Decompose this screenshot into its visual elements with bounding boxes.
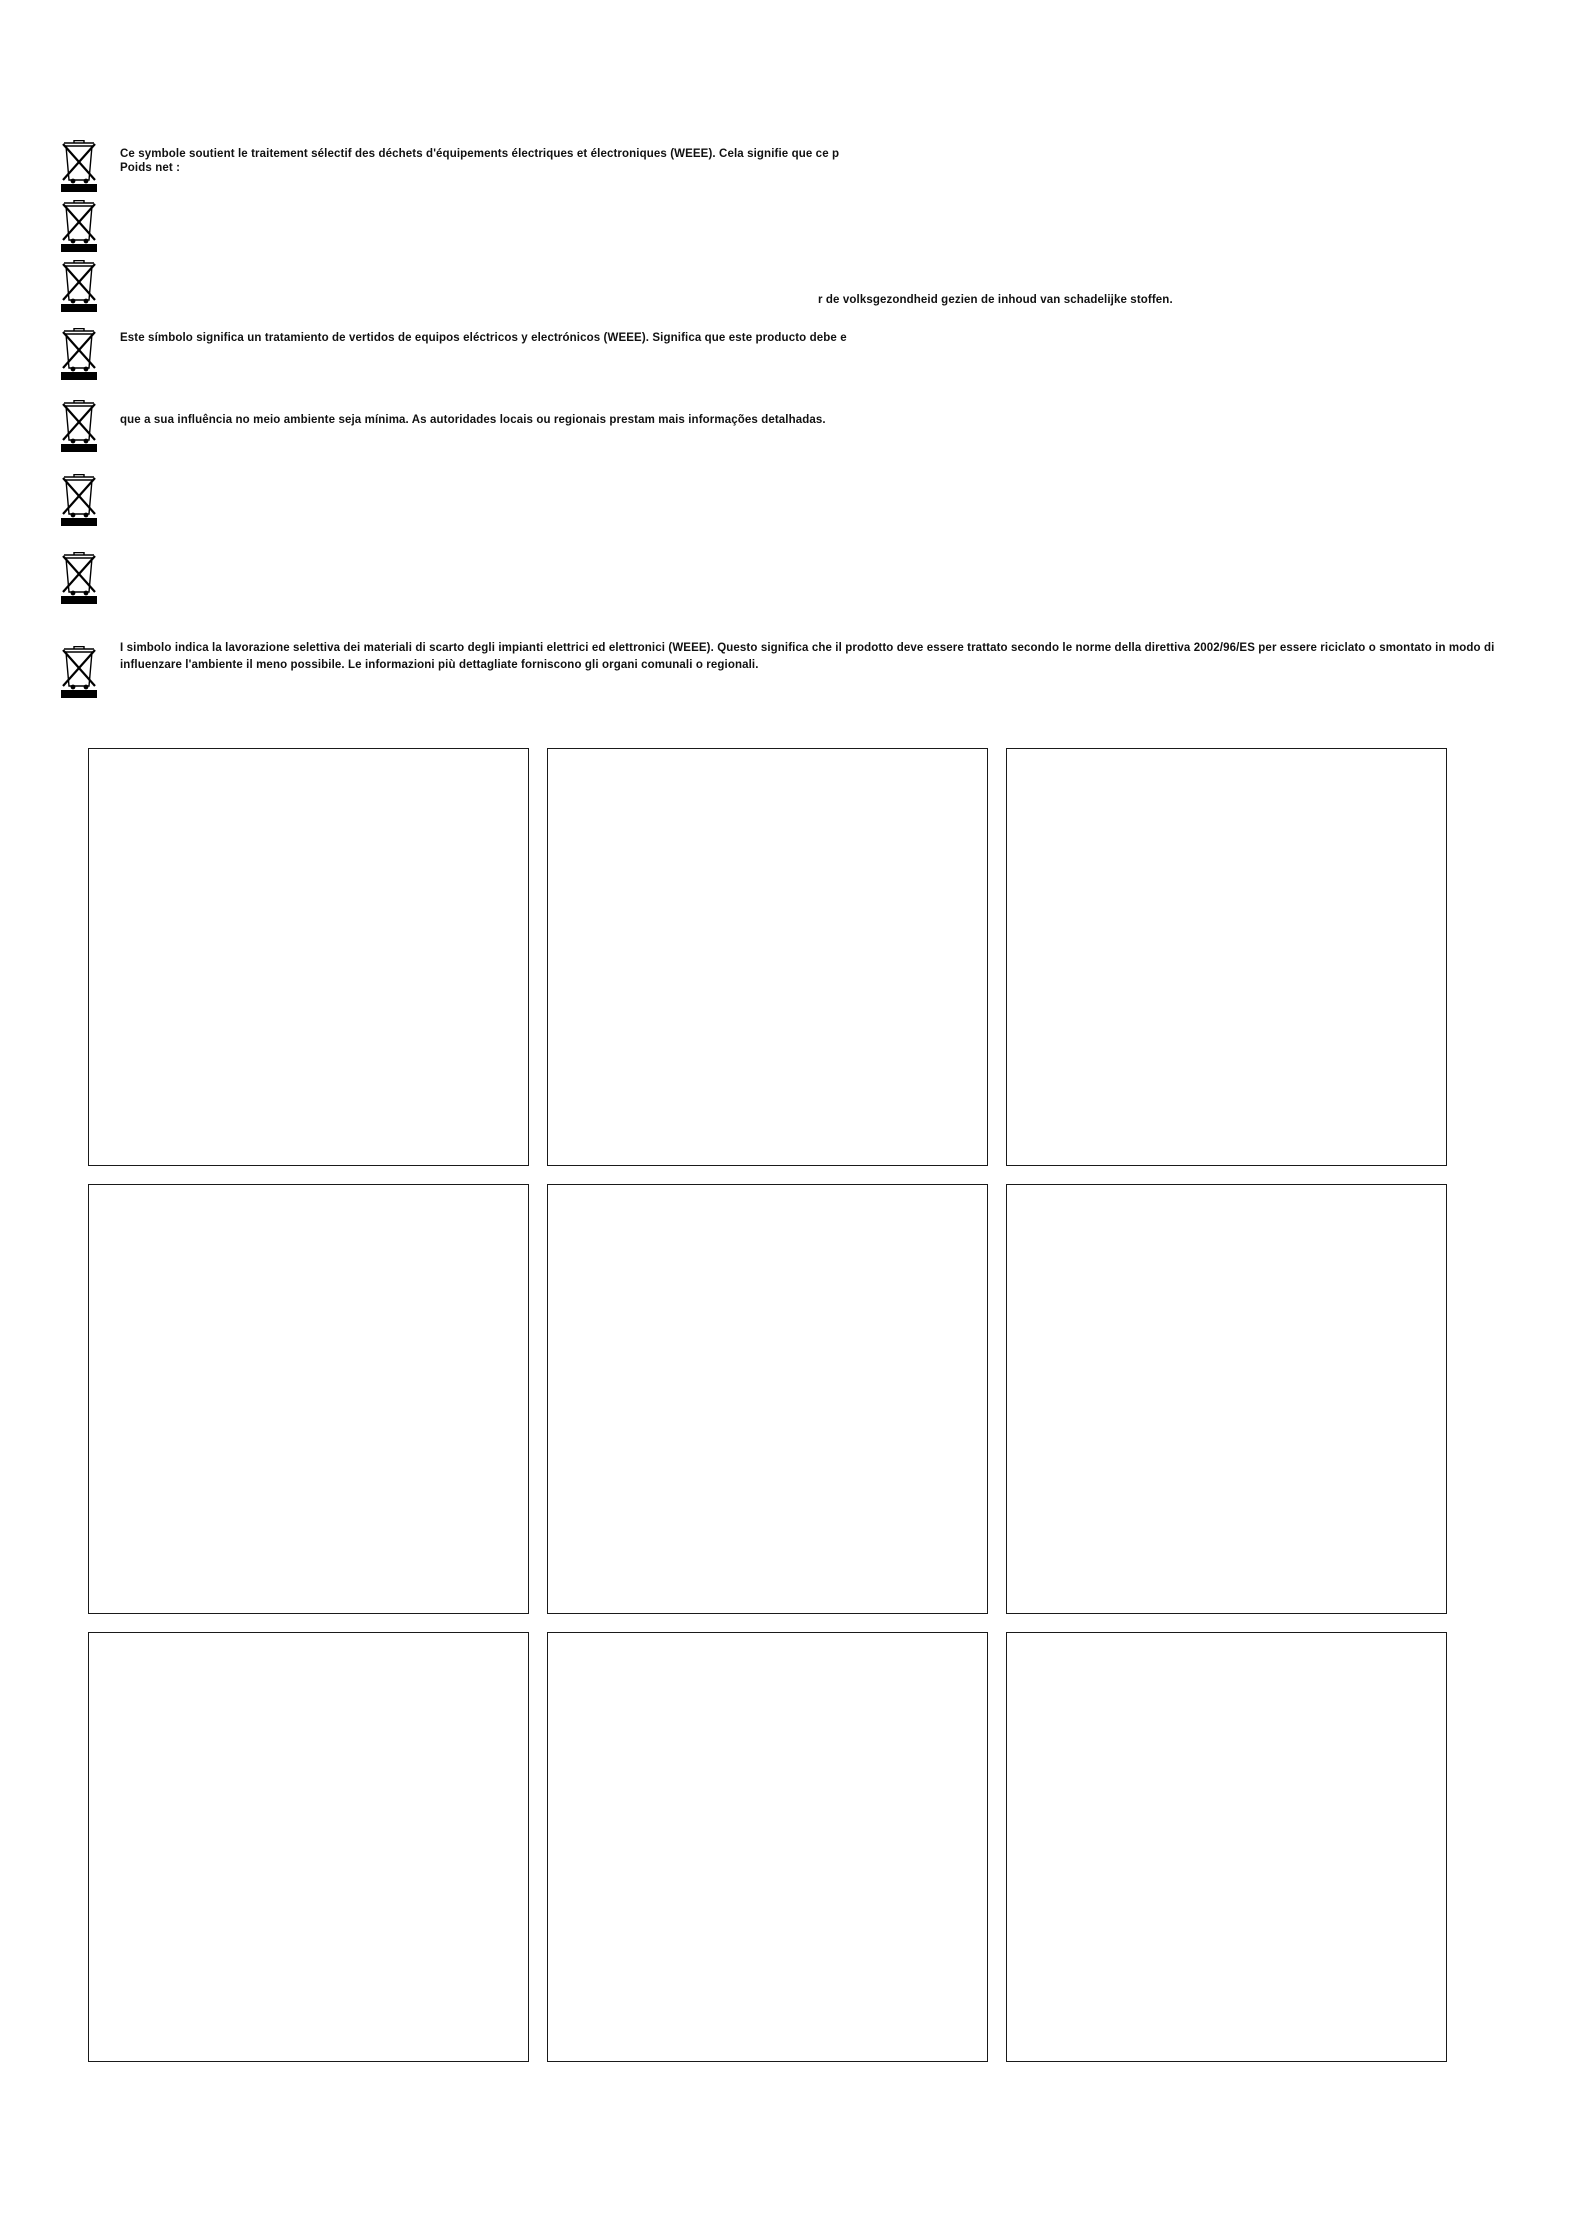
- weee-entry: [0, 328, 1576, 388]
- image-placeholder-cell: [1006, 748, 1447, 1166]
- weee-entry-text: Este símbolo significa un tratamiento de vertidos de equipos eléctricos y electrónicos (WEEE). Significa que este producto debe e: [120, 332, 847, 344]
- image-placeholder-cell: [88, 748, 529, 1166]
- weee-crossed-out-wheelie-bin-icon: [58, 328, 100, 386]
- image-placeholder-cell: [547, 1632, 988, 2062]
- image-grid-row: [88, 1184, 1448, 1614]
- image-grid-row: [88, 748, 1448, 1166]
- image-placeholder-cell: [547, 748, 988, 1166]
- weee-entry-text: Poids net :: [120, 162, 181, 174]
- weee-entry: [0, 552, 1576, 632]
- weee-crossed-out-wheelie-bin-icon: [58, 140, 100, 198]
- weee-entry: [0, 260, 1576, 328]
- weee-crossed-out-wheelie-bin-icon: [58, 474, 100, 532]
- weee-entry: [0, 388, 1576, 470]
- image-placeholder-cell: [1006, 1184, 1447, 1614]
- weee-notice-list: [0, 140, 1576, 712]
- weee-entry-text: r de volksgezondheid gezien de inhoud van schadelijke stoffen.: [818, 294, 1173, 306]
- weee-crossed-out-wheelie-bin-icon: [58, 552, 100, 610]
- image-placeholder-cell: [547, 1184, 988, 1614]
- weee-entry-text: Ce symbole soutient le traitement sélectif des déchets d'équipements électriques et électroniques (WEEE). Cela signifie que ce p: [120, 148, 840, 160]
- image-grid-row: [88, 1632, 1448, 2062]
- image-placeholder-cell: [88, 1632, 529, 2062]
- weee-entry-text: que a sua influência no meio ambiente seja mínima. As autoridades locais ou regionais prestam mais informações detalhadas.: [120, 414, 826, 426]
- weee-entry: [0, 632, 1576, 712]
- weee-entry: [0, 162, 1576, 260]
- weee-entry-text: I simbolo indica la lavorazione selettiva dei materiali di scarto degli impianti elettrici ed elettronici (WEEE). Questo significa che il prodotto deve essere trattato secondo le norme della direttiva 2002/96/ES per essere riciclato o smontato in modo di influenzare l'ambiente il meno possibile. Le informazioni più dettagliate forniscono gli organi comunali o regionali.: [120, 642, 1498, 671]
- image-placeholder-cell: [88, 1184, 529, 1614]
- image-placeholder-cell: [1006, 1632, 1447, 2062]
- weee-crossed-out-wheelie-bin-icon: [58, 260, 100, 318]
- weee-crossed-out-wheelie-bin-icon: [58, 400, 100, 458]
- weee-crossed-out-wheelie-bin-icon: [58, 646, 100, 704]
- weee-crossed-out-wheelie-bin-icon: [58, 200, 100, 258]
- weee-entry: [0, 470, 1576, 552]
- image-placeholder-grid: [88, 748, 1448, 2080]
